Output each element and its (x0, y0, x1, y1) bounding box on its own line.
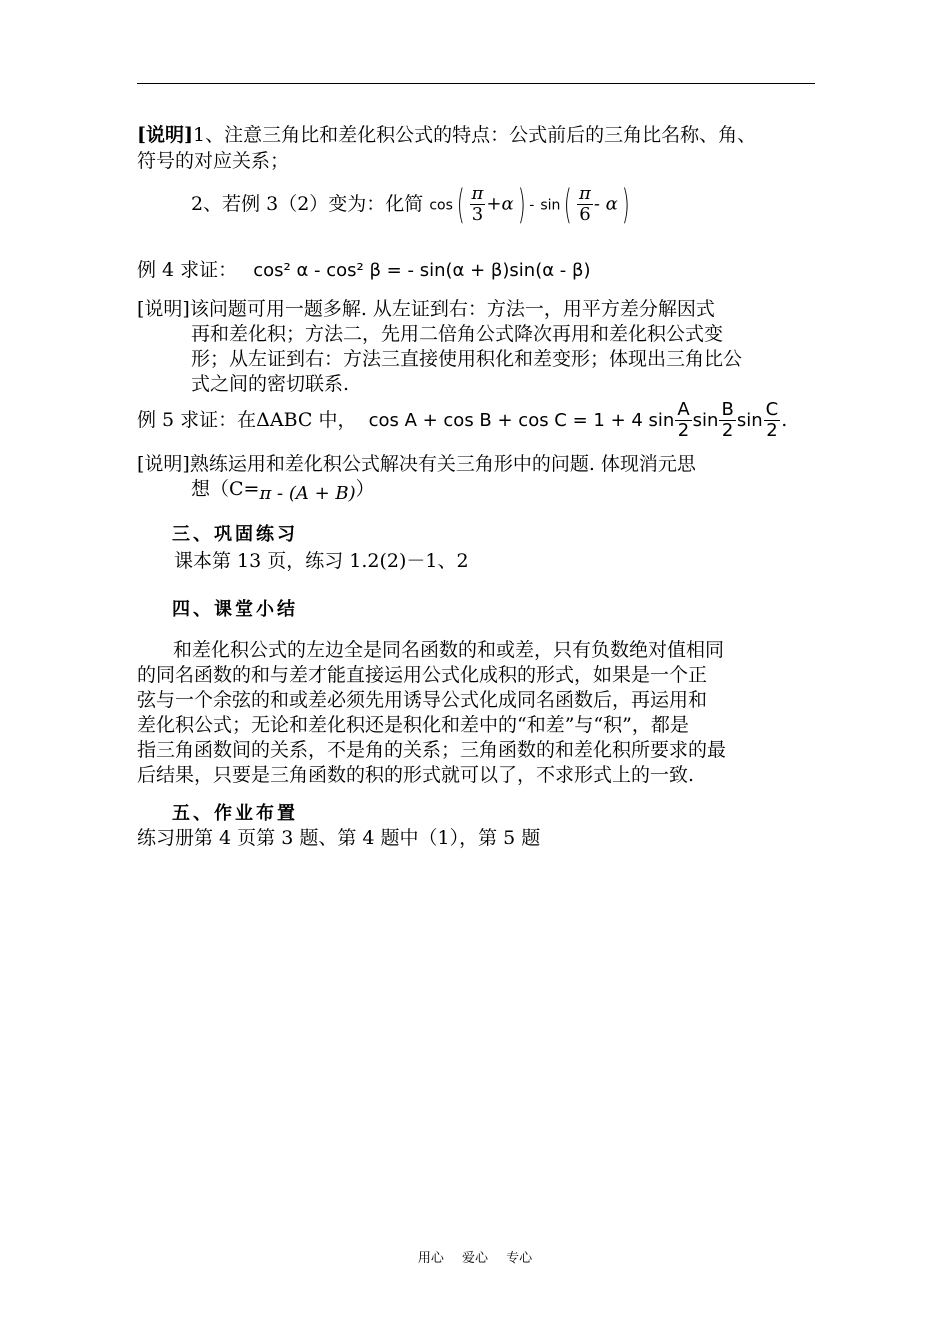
section3-title: 三、巩固练习 (172, 524, 298, 545)
example5: 例 5 求证：在ΔABC 中， cos A + cos B + cos C = 1 + 4 sin $\frac{A}{2}$ sin $\frac{B}{2}$ sin $\frac{C}{2}$ . (137, 399, 788, 441)
note3: [说明]熟练运用和差化积公式解决有关三角形中的问题. 体现消元思 想（C=π - (A + B)） (137, 453, 696, 504)
page-footer: 用心 爱心 专心 (417, 1251, 533, 1266)
note1-line2: 符号的对应关系； (137, 150, 290, 172)
section5-title: 五、作业布置 (172, 803, 298, 824)
note1-line3: 2、若例 3（2）变为：化简 cos( $\frac{\pi}{3}$ +α) - sin( $\frac{\pi}{6}$ - α) (191, 184, 881, 234)
note1-line1: [说明]1、注意三角比和差化积公式的特点：公式前后的三角比名称、角、 (137, 124, 757, 146)
example5-lhs: cos A + cos B + cos C = 1 + 4 sin (368, 410, 675, 431)
example4-formula: cos² α - cos² β = - sin(α + β)sin(α - β) (253, 260, 591, 281)
note2: [说明]该问题可用一题多解. 从左证到右：方法一，用平方差分解因式 再和差化积；方法二，先用二倍角公式降次再用和差化积公式变 形；从左证到右：方法三直接使用积化和差变形；体现出三角比公 式之间的密切联系. (137, 298, 743, 395)
simplify-formula: cos( $\frac{\pi}{3}$ +α) - sin( $\frac{\pi}{6}$ - α) (429, 181, 630, 228)
example4: 例 4 求证： cos² α - cos² β = - sin(α + β)sin(α - β) (137, 259, 591, 281)
summary-paragraph: 和差化积公式的左边全是同名函数的和或差，只有负数绝对值相同 的同名函数的和与差才能直接运用公式化成积的形式，如果是一个正 弦与一个余弦的和或差必须先用诱导公式化成同名函数后，再运用和 差化积公式；无论和差化积还是积化和差中的“和差”与“积”，都是 指三角函数间的关系，不是角的关系；三角函数的和差化积所要求的最 后结果，只要是三角函数的积的形式就可以了，不求形式上的一致. (137, 639, 727, 786)
section5-text: 练习册第 4 页第 3 题、第 4 题中（1），第 5 题 (137, 827, 541, 849)
header-rule (137, 83, 815, 84)
note-tag: [说明] (137, 124, 193, 146)
section3-text: 课本第 13 页，练习 1.2(2)－1、2 (174, 550, 469, 572)
section4-title: 四、课堂小结 (172, 599, 298, 620)
